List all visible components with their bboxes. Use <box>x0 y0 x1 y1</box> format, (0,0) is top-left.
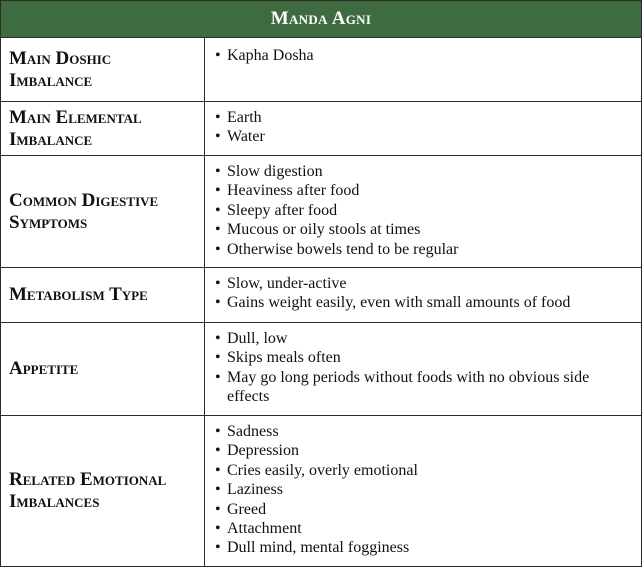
table-title: Manda Agni <box>1 1 641 38</box>
list-item: • Dull mind, mental fogginess <box>215 538 633 557</box>
list-item: • Heaviness after food <box>215 181 633 200</box>
list-item: • Attachment <box>215 519 633 538</box>
table-row <box>1 323 641 416</box>
bullet-list <box>215 274 633 313</box>
list-item: • Skips meals often <box>215 348 633 367</box>
table-row <box>1 416 641 566</box>
bullet-list <box>215 162 633 259</box>
row-cell <box>205 416 641 566</box>
list-item: • Laziness <box>215 480 633 499</box>
list-item: • Slow, under-active <box>215 274 633 293</box>
row-cell <box>205 268 641 322</box>
row-label: Appetite <box>1 323 205 415</box>
list-item: • May go long periods without foods with no obvious side effects <box>215 368 633 407</box>
table-row <box>1 268 641 323</box>
list-item: • Kapha Dosha <box>215 46 633 65</box>
row-cell <box>205 323 641 415</box>
list-item: • Depression <box>215 441 633 460</box>
row-label: Common Digestive Symptoms <box>1 156 205 267</box>
table-row <box>1 102 641 156</box>
row-label: Main Doshic Imbalance <box>1 38 205 101</box>
list-item: • Dull, low <box>215 329 633 348</box>
list-item: • Slow digestion <box>215 162 633 181</box>
list-item: • Earth <box>215 108 633 127</box>
list-item: • Sadness <box>215 422 633 441</box>
list-item: • Sleepy after food <box>215 201 633 220</box>
list-item: • Water <box>215 127 633 146</box>
row-cell <box>205 102 641 155</box>
bullet-list <box>215 329 633 407</box>
list-item: • Greed <box>215 500 633 519</box>
list-item: • Mucous or oily stools at times <box>215 220 633 239</box>
row-label: Metabolism Type <box>1 268 205 322</box>
list-item: • Otherwise bowels tend to be regular <box>215 240 633 259</box>
list-item: • Gains weight easily, even with small amounts of food <box>215 293 633 312</box>
row-cell <box>205 38 641 101</box>
bullet-list <box>215 46 633 65</box>
row-label: Main Elemental Imbalance <box>1 102 205 155</box>
row-cell <box>205 156 641 267</box>
row-label: Related Emotional Imbalances <box>1 416 205 566</box>
bullet-list <box>215 422 633 558</box>
table-row <box>1 156 641 268</box>
list-item: • Cries easily, overly emotional <box>215 461 633 480</box>
bullet-list <box>215 108 633 147</box>
table-row <box>1 38 641 102</box>
